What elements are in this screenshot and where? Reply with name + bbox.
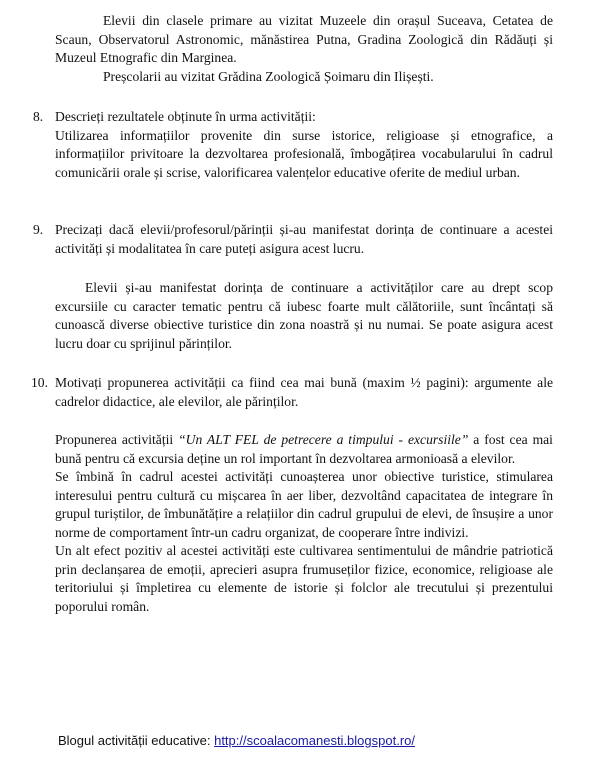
footer-label: Blogul activității educative:	[58, 733, 215, 748]
intro-section	[55, 12, 553, 86]
q9-number: 9.	[33, 222, 44, 237]
q8-answer: Utilizarea informațiilor provenite din surse istorice, religioase și etnografice, a informațiilor privitoare la dezvoltarea profesională, îmbogățirea vocabularului în cadrul comunicării orale și scrise, valorificarea valențelor educative oferite de mediul urban.	[55, 127, 553, 180]
q10-section	[55, 374, 553, 411]
q8-section	[55, 108, 553, 182]
q9-answer-block	[55, 279, 553, 353]
blog-link[interactable]: http://scoalacomanesti.blogspot.ro/	[214, 733, 415, 748]
q10-answer-paragraph-3: Un alt efect pozitiv al acestei activități este cultivarea sentimentului de mândrie patriotică prin declanșarea de emoții, aprecieri asupra frumuseților fizice, economice, religioase ale teritoriului și împletirea cu elemente de istorie și folclor ale trecutului și prezentului poporului român.	[55, 543, 553, 614]
q10-answer-paragraph-1	[55, 431, 553, 468]
q10-activity-title: “Un ALT FEL de petrecere a timpului - excursiile”	[178, 432, 469, 447]
q10-answer-paragraph-2: Se îmbină în cadrul acestei activități cunoașterea unor obiective turistice, stimularea interesului pentru cultură cu mișcarea în aer liber, dezvoltând capacitatea de integrare în grupul turiștilor, de îmbunătățire a relațiilor din cadrul grupului de elevi, de însușire a unor norme de comportament într-un cadru organizat, de cooperare între indivizi.	[55, 469, 553, 540]
q8-number: 8.	[33, 109, 44, 124]
footer	[58, 733, 558, 749]
q9-question: Precizați dacă elevii/profesorul/părinții și-au manifestat dorința de continuare a acestei activități și modalitatea în care puteți asigura acest lucru.	[55, 222, 553, 256]
q10-answer-post: a fost cea mai bună pentru că excursia deține un rol important în dezvoltarea armonioasă a elevilor.	[55, 432, 553, 466]
q10-number: 10.	[31, 375, 48, 390]
intro-paragraph-2: Preșcolarii au vizitat Grădina Zoologică Șoimaru din Ilișești.	[103, 68, 434, 84]
q10-question: Motivați propunerea activității ca fiind cea mai bună (maxim ½ pagini): argumente ale cadrelor didactice, ale elevilor, ale părinților.	[55, 375, 553, 409]
intro-paragraph-1: Elevii din clasele primare au vizitat Muzeele din orașul Suceava, Cetatea de Scaun, Observatorul Astronomic, mănăstirea Putna, Gradina Zoologică din Rădăuți și Muzeul Etnografic din Marginea.	[55, 13, 553, 65]
q10-answer-pre: Propunerea activității	[55, 432, 179, 447]
q9-answer: Elevii și-au manifestat dorința de continuare a activităților care au drept scop excursiile cu caracter tematic pentru că iubesc foarte mult călătoriile, sunt încântați să cunoască diverse obiective turistice din zona noastră și nu numai. Se poate asigura acest lucru doar cu sprijinul părinților.	[55, 280, 553, 351]
q8-question: Descrieți rezultatele obținute în urma activității:	[55, 109, 316, 124]
q9-section	[55, 221, 553, 258]
q10-answer-block	[55, 431, 553, 616]
